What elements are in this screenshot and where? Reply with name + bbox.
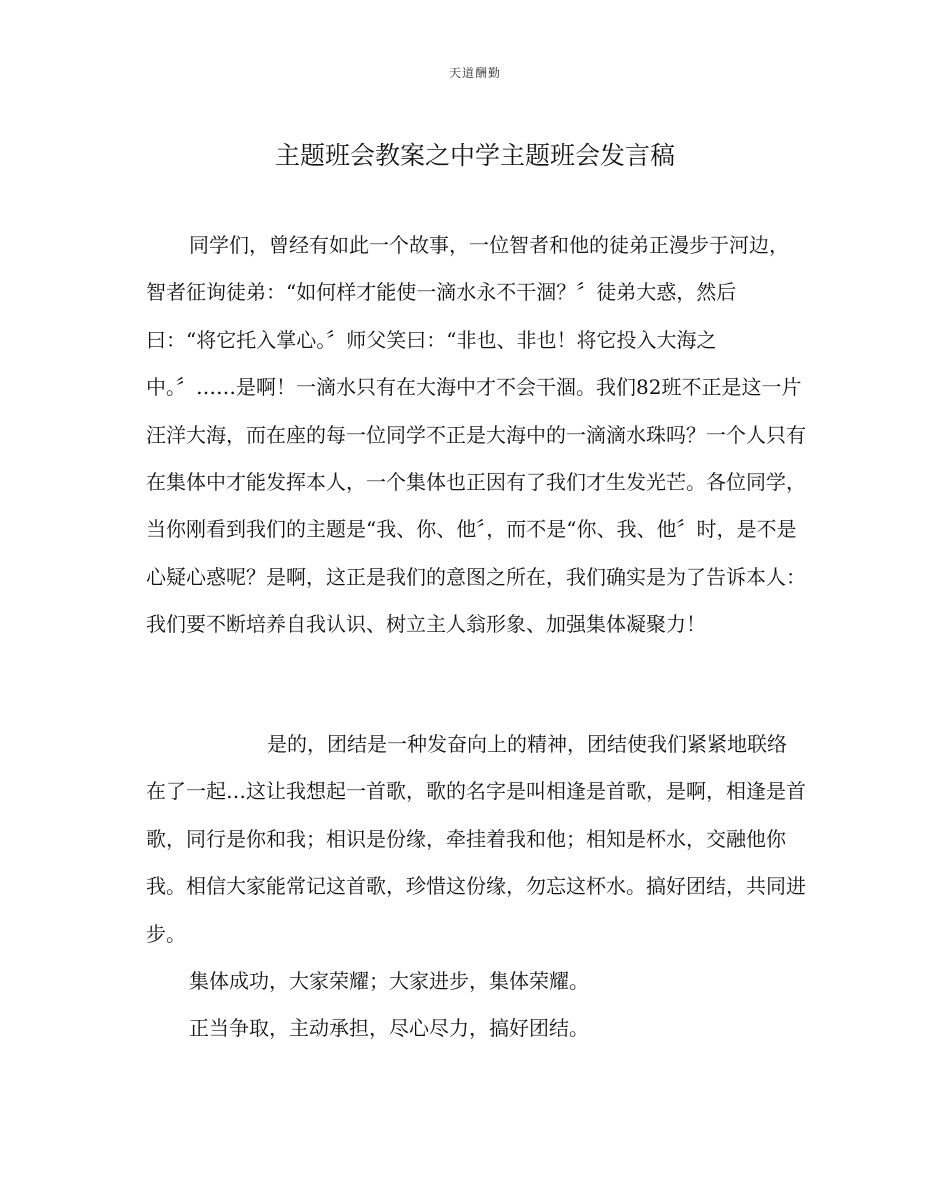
paragraph-story — [146, 222, 806, 649]
paragraph-text: 正当争取，主动承担，尽心尽力，搞好团结。 — [189, 1016, 589, 1040]
paragraph-text: 集体成功，大家荣耀；大家进步，集体荣耀。 — [189, 969, 589, 993]
paragraph-unity — [146, 721, 806, 958]
page-header: 天道酬勤 — [448, 66, 501, 80]
paragraph-text: 同学们，曾经有如此一个故事，一位智者和他的徒弟正漫步于河边，智者征询徒弟：“如何样才能使一滴水永不干涸？〞徒弟大惑，然后曰：“将它托入掌心。〞师父笑曰：“非也、非也！将它投入大海之中。〞……是啊！一滴水只有在大海中才不会干涸。我们82班不正是这一片汪洋大海，而在座的每一位同学不正是大海中的一滴滴水珠吗？一个人只有在集体中才能发挥本人，一个集体也正因有了我们才生发光芒。各位同学，当你刚看到我们的主题是“我、你、他〞，而不是“你、我、他〞时，是不是心疑心惑呢？是啊，这正是我们的意图之所在，我们确实是为了告诉本人：我们要不断培养自我认识、树立主人翁形象、加强集体凝聚力！ — [146, 233, 806, 637]
paragraph-slogan-2 — [146, 1005, 806, 1052]
paragraph-slogan-1 — [146, 958, 806, 1005]
paragraph-text: 是的，团结是一种发奋向上的精神，团结使我们紧紧地联络在了一起…这让我想起一首歌，歌的名字是叫相逢是首歌，是啊，相逢是首歌，同行是你和我；相识是份缘，牵挂着我和他；相知是杯水，交融他你我。相信大家能常记这首歌，珍惜这份缘，勿忘这杯水。搞好团结，共同进步。 — [146, 732, 806, 946]
document-title: 主题班会教案之中学主题班会发言稿 — [274, 141, 675, 170]
